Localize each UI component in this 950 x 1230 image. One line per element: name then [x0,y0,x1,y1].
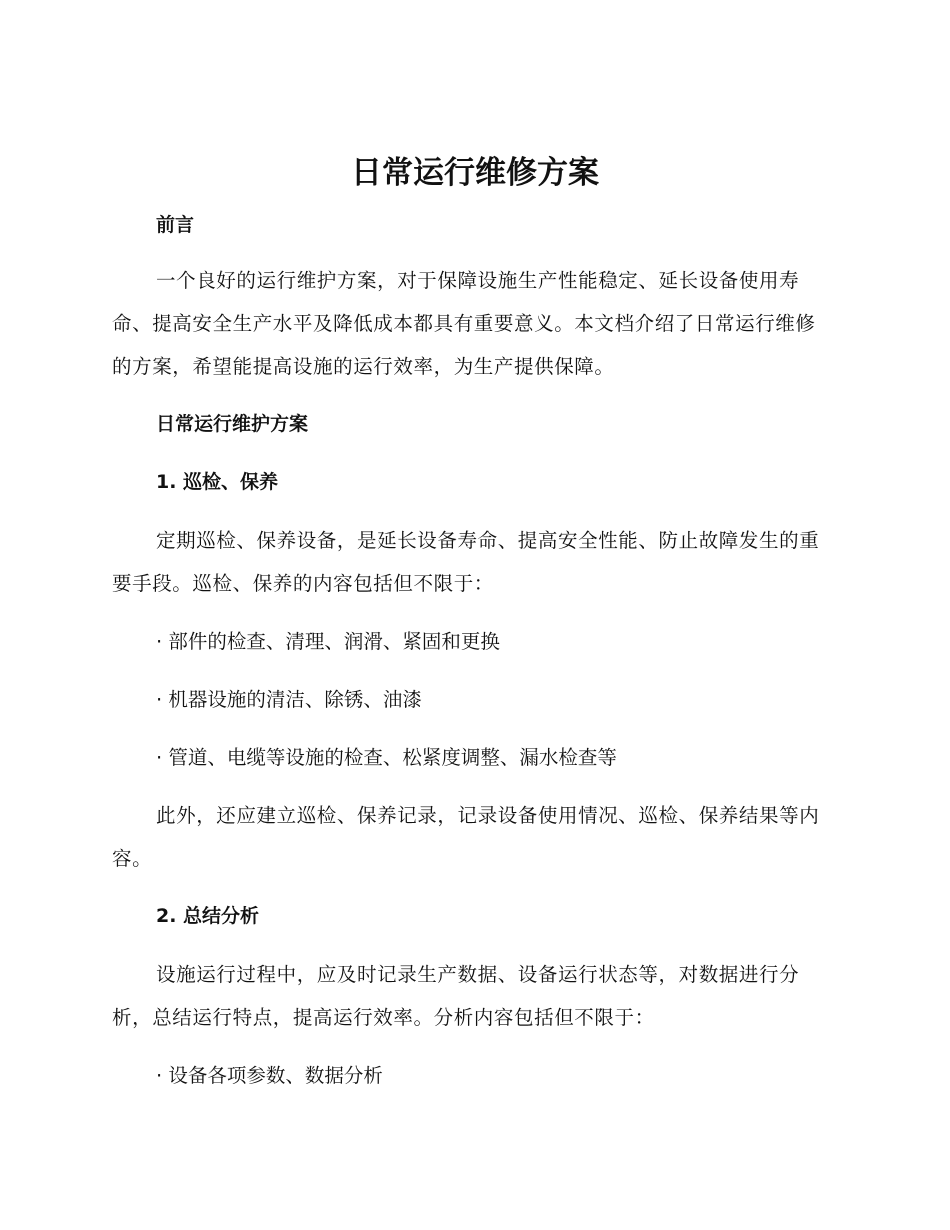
section2-heading: 2. 总结分析 [156,905,260,927]
preface-heading: 前言 [156,214,195,236]
section2-intro: 设施运行过程中，应及时记录生产数据、设备运行状态等，对数据进行分析，总结运行特点，提高运行效率。分析内容包括但不限于： [112,963,800,1029]
preface-paragraph: 一个良好的运行维护方案，对于保障设施生产性能稳定、延长设备使用寿命、提高安全生产水平及降低成本都具有重要意义。本文档介绍了日常运行维修的方案，希望能提高设施的运行效率，为生产提供保障。 [112,269,816,378]
list-item: · 机器设施的清洁、除锈、油漆 [156,688,422,711]
list-item: · 设备各项参数、数据分析 [156,1064,383,1087]
section1-intro: 定期巡检、保养设备，是延长设备寿命、提高安全性能、防止故障发生的重要手段。巡检、保养的内容包括但不限于： [112,529,820,595]
list-item: · 部件的检查、清理、润滑、紧固和更换 [156,630,500,653]
section1-closing: 此外，还应建立巡检、保养记录，记录设备使用情况、巡检、保养结果等内容。 [112,804,820,870]
list-item: · 管道、电缆等设施的检查、松紧度调整、漏水检查等 [156,746,617,769]
section1-heading: 1. 巡检、保养 [156,471,279,493]
document-title: 日常运行维修方案 [351,155,599,191]
plan-heading: 日常运行维护方案 [156,413,309,435]
